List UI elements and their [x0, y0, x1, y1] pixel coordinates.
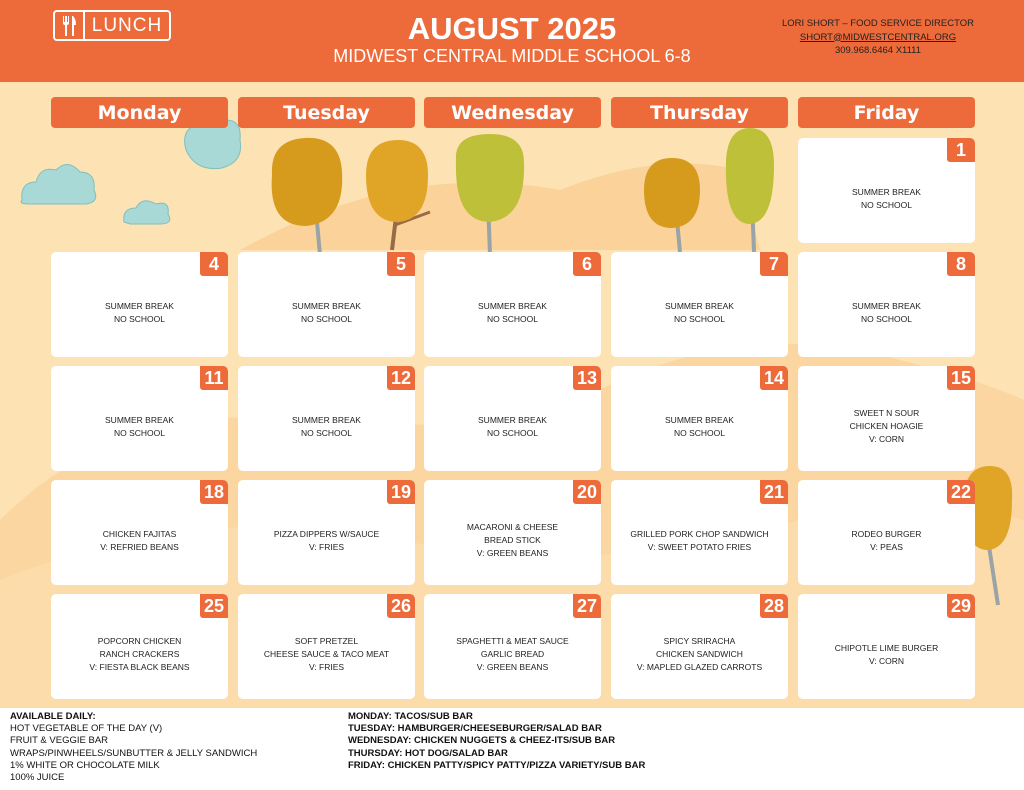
day-header-wednesday: Wednesday [424, 97, 601, 128]
day-number: 25 [200, 594, 228, 618]
day-number: 6 [573, 252, 601, 276]
daily-item: 1% WHITE OR CHOCOLATE MILK [10, 759, 160, 771]
day-number: 20 [573, 480, 601, 504]
calendar-day [424, 366, 601, 471]
daily-label: AVAILABLE DAILY: [10, 711, 96, 722]
contact-name: LORI SHORT – FOOD SERVICE DIRECTOR [782, 18, 974, 29]
weekly-item: TUESDAY: HAMBURGER/CHEESEBURGER/SALAD BAR [348, 723, 602, 735]
calendar-day [51, 252, 228, 357]
day-number: 15 [947, 366, 975, 390]
menu-line: CHICKEN SANDWICH [656, 649, 743, 659]
menu-line: BREAD STICK [484, 535, 541, 545]
menu-line: SUMMER BREAK [105, 300, 174, 311]
menu-line: NO SCHOOL [673, 313, 725, 324]
menu-line: V: CORN [868, 434, 905, 444]
fork-knife-icon [55, 12, 85, 39]
menu-text [244, 502, 409, 579]
menu-line: SUMMER BREAK [852, 300, 921, 311]
menu-text [804, 388, 969, 465]
menu-text [617, 502, 782, 579]
menu-line: NO SCHOOL [300, 427, 352, 438]
menu-text [617, 616, 782, 693]
calendar-day [798, 252, 975, 357]
calendar-day [611, 252, 788, 357]
menu-line: SUMMER BREAK [292, 414, 361, 425]
menu-line: NO SCHOOL [300, 313, 352, 324]
calendar-day [611, 366, 788, 471]
contact-phone: 309.968.6464 X1111 [834, 45, 922, 56]
weekly-item: THURSDAY: HOT DOG/SALAD BAR [348, 747, 508, 759]
menu-line: RANCH CRACKERS [99, 649, 180, 659]
menu-text [244, 616, 409, 693]
logo-text: LUNCH [91, 14, 163, 36]
menu-text [804, 616, 969, 693]
menu-line: SOFT PRETZEL [294, 636, 359, 646]
calendar-day [424, 252, 601, 357]
menu-text [57, 616, 222, 693]
menu-line: NO SCHOOL [860, 199, 912, 210]
menu-text [57, 502, 222, 579]
page-subtitle: MIDWEST CENTRAL MIDDLE SCHOOL 6-8 [333, 46, 691, 66]
menu-line: SUMMER BREAK [852, 186, 921, 197]
calendar-day [798, 480, 975, 585]
menu-text [244, 274, 409, 351]
weekly-item: MONDAY: TACOS/SUB BAR [348, 711, 473, 722]
day-number: 14 [760, 366, 788, 390]
menu-text [617, 274, 782, 351]
menu-text [430, 616, 595, 693]
day-header-monday: Monday [51, 97, 228, 128]
day-number: 5 [387, 252, 415, 276]
menu-line: V: FRIES [308, 662, 345, 672]
daily-options [10, 711, 257, 784]
calendar-day [238, 252, 415, 357]
menu-text [57, 388, 222, 465]
calendar-day [798, 138, 975, 243]
menu-text [804, 502, 969, 579]
day-number: 13 [573, 366, 601, 390]
menu-line: SUMMER BREAK [105, 414, 174, 425]
lunch-logo [53, 10, 171, 41]
weekly-item: WEDNESDAY: CHICKEN NUGGETS & CHEEZ-ITS/SUB BAR [348, 735, 616, 747]
menu-line: SUMMER BREAK [292, 300, 361, 311]
day-number: 27 [573, 594, 601, 618]
menu-line: CHEESE SAUCE & TACO MEAT [263, 649, 390, 659]
day-number: 12 [387, 366, 415, 390]
cloud-icon [21, 116, 241, 224]
menu-line: SPAGHETTI & MEAT SAUCE [456, 636, 569, 646]
day-number: 29 [947, 594, 975, 618]
day-number: 18 [200, 480, 228, 504]
menu-line: SUMMER BREAK [665, 414, 734, 425]
header-bar [0, 0, 1024, 82]
menu-line: SUMMER BREAK [478, 300, 547, 311]
daily-item: HOT VEGETABLE OF THE DAY (V) [10, 723, 163, 735]
day-number: 28 [760, 594, 788, 618]
daily-item: 100% JUICE [10, 772, 65, 784]
menu-line: CHICKEN FAJITAS [102, 528, 177, 539]
calendar-day [611, 594, 788, 699]
menu-line: SPICY SRIRACHA [663, 636, 736, 646]
menu-line: V: PEAS [870, 541, 903, 552]
menu-text [57, 274, 222, 351]
day-number: 22 [947, 480, 975, 504]
menu-line: SUMMER BREAK [665, 300, 734, 311]
menu-line: CHICKEN HOAGIE [849, 421, 924, 431]
daily-item: WRAPS/PINWHEELS/SUNBUTTER & JELLY SANDWICH [10, 747, 258, 759]
menu-text [617, 388, 782, 465]
day-header-thursday: Thursday [611, 97, 788, 128]
weekly-item: FRIDAY: CHICKEN PATTY/SPICY PATTY/PIZZA VARIETY/SUB BAR [348, 759, 646, 771]
menu-line: MACARONI & CHEESE [466, 522, 559, 532]
menu-line: NO SCHOOL [486, 427, 538, 438]
footer-notes [0, 709, 1024, 790]
menu-line: NO SCHOOL [486, 313, 538, 324]
menu-line: SUMMER BREAK [478, 414, 547, 425]
day-number: 7 [760, 252, 788, 276]
day-number: 21 [760, 480, 788, 504]
day-number: 11 [200, 366, 228, 390]
menu-line: NO SCHOOL [860, 313, 912, 324]
menu-line: V: CORN [868, 655, 905, 666]
menu-line: GARLIC BREAD [480, 649, 545, 659]
menu-line: CHIPOTLE LIME BURGER [834, 642, 939, 653]
day-number: 8 [947, 252, 975, 276]
menu-line: V: FIESTA BLACK BEANS [89, 662, 190, 672]
calendar-day [798, 594, 975, 699]
menu-text [244, 388, 409, 465]
menu-line: V: FRIES [308, 541, 345, 552]
calendar-day [798, 366, 975, 471]
weekly-options [348, 711, 645, 772]
menu-line: SWEET N SOUR [853, 408, 920, 418]
calendar-day [424, 594, 601, 699]
menu-line: NO SCHOOL [113, 427, 165, 438]
menu-line: GRILLED PORK CHOP SANDWICH [630, 528, 769, 539]
menu-text [804, 274, 969, 351]
calendar-day [424, 480, 601, 585]
menu-line: V: SWEET POTATO FRIES [647, 541, 752, 552]
menu-line: V: MAPLED GLAZED CARROTS [636, 662, 763, 672]
day-number: 19 [387, 480, 415, 504]
calendar-day [238, 480, 415, 585]
daily-item: FRUIT & VEGGIE BAR [10, 735, 109, 747]
menu-line: V: REFRIED BEANS [100, 541, 179, 552]
calendar-day [238, 594, 415, 699]
menu-line: PIZZA DIPPERS W/SAUCE [273, 528, 380, 539]
contact-email-link[interactable]: SHORT@MIDWESTCENTRAL.ORG [799, 31, 957, 43]
menu-text [430, 274, 595, 351]
calendar-day [51, 594, 228, 699]
menu-text [430, 502, 595, 579]
calendar-day [51, 366, 228, 471]
day-header-tuesday: Tuesday [238, 97, 415, 128]
menu-line: V: GREEN BEANS [476, 662, 549, 672]
menu-line: NO SCHOOL [673, 427, 725, 438]
day-number: 4 [200, 252, 228, 276]
menu-text [804, 160, 969, 237]
menu-line: V: GREEN BEANS [476, 548, 549, 558]
menu-line: POPCORN CHICKEN [97, 636, 182, 646]
day-number: 26 [387, 594, 415, 618]
menu-text [430, 388, 595, 465]
calendar-day [238, 366, 415, 471]
calendar-day [51, 480, 228, 585]
calendar-day [611, 480, 788, 585]
day-header-friday: Friday [798, 97, 975, 128]
day-number: 1 [947, 138, 975, 162]
menu-line: NO SCHOOL [113, 313, 165, 324]
page-title: AUGUST 2025 [407, 11, 617, 46]
contact-block [770, 17, 986, 58]
menu-line: RODEO BURGER [851, 528, 922, 539]
